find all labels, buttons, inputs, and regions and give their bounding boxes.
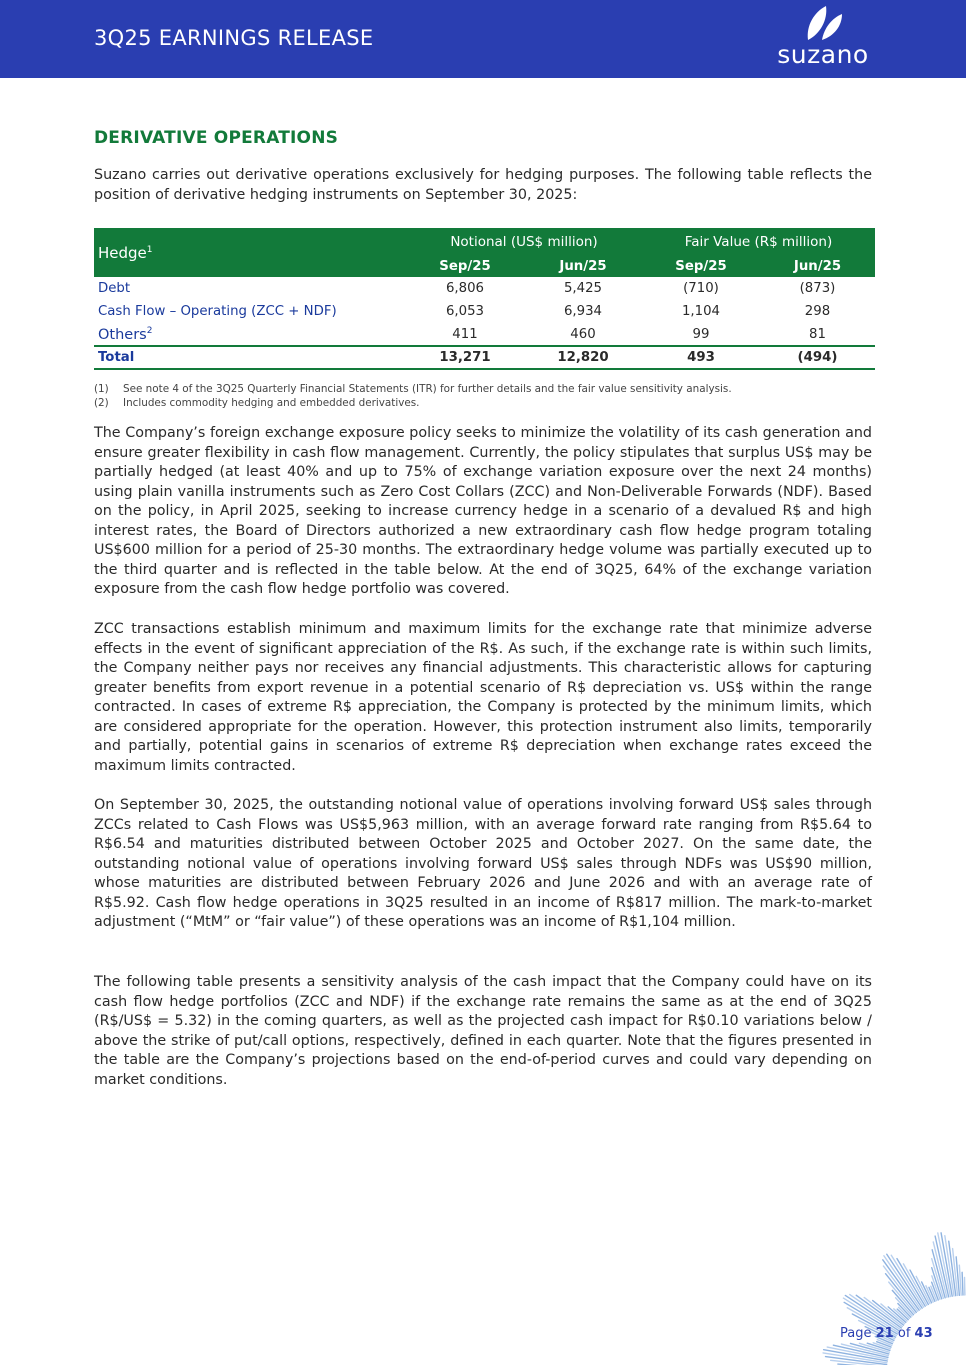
footnote-number: (2) (94, 396, 109, 409)
table-row (94, 277, 875, 300)
total-row (94, 346, 875, 369)
hedge-header: Hedge$^1$ (94, 228, 406, 277)
notional-paragraph: On September 30, 2025, the outstanding notional value of operations involving forward US$ sales through ZCCs related to Cash Flows was US$5,963 million, with an average forward rate ranging from R$5.64 to R$6.54 and maturities distributed between October 2025 and October 2027. On the same date, the outstanding notional value of operations involving forward US$ sales through NDFs was US$90 million, whose maturities are distributed between February 2026 and June 2026 and with an average rate of R$5.92. Cash flow hedge operations in 3Q25 resulted in an income of R$817 million. The mark-to-market adjustment (“MtM” or “fair value”) of these operations was an income of R$1,104 million. (94, 797, 872, 930)
col-notional-sep25: Sep/25 (406, 256, 524, 277)
table-cell: 99 (692, 326, 710, 342)
table-cell: 460 (570, 326, 596, 342)
row-label: Debt (98, 281, 131, 296)
decorative-ray (962, 1272, 963, 1295)
notional-header: Notional (US$ million) (406, 228, 642, 256)
total-cell: 493 (642, 346, 760, 369)
table-cell: 6,053 (445, 304, 485, 319)
col-notional-jun25: Jun/25 (524, 256, 642, 277)
page-header (0, 0, 966, 78)
table-cell: 5,425 (563, 281, 603, 296)
fair-value-header: Fair Value (R$ million) (642, 228, 875, 256)
suzano-logo (770, 4, 880, 70)
total-cell: 12,820 (524, 346, 642, 369)
sensitivity-paragraph: The following table presents a sensitivity analysis of the cash impact that the Company could have on its cash flow hedge portfolios (ZCC and NDF) if the exchange rate remains the same as at the end of 3Q25 (R$/US$ = 5.32) in the coming quarters, as well as the projected cash impact for R$0.10 variations below / above the strike of put/call options, respectively, defined in each quarter. Note that the figures presented in the table are the Company’s projections based on the end-of-period curves and could vary depending on market conditions. (94, 974, 872, 1088)
total-label: Total (94, 346, 406, 369)
total-cell: 13,271 (406, 346, 524, 369)
leaf-icon (770, 4, 880, 44)
table-cell: 411 (452, 326, 478, 342)
row-label: Others$^2$ (98, 325, 153, 343)
table-cell: (710) (683, 281, 719, 296)
table-cell: (873) (799, 281, 836, 296)
table-cell: 6,806 (445, 281, 485, 296)
section-title: DERIVATIVE OPERATIONS (94, 128, 339, 148)
page-number: Page 21 of 43 (840, 1326, 933, 1341)
table-cell: 298 (804, 304, 831, 319)
footnote-text: See note 4 of the 3Q25 Quarterly Financial Statements (ITR) for further details and the fair value sensitivity analysis. (123, 383, 732, 395)
table-cell: 1,104 (681, 304, 721, 319)
header-title: 3Q25 EARNINGS RELEASE (94, 26, 374, 50)
footnote (94, 397, 732, 411)
decorative-radial-lines (770, 1225, 966, 1365)
col-fair-jun25: Jun/25 (760, 256, 875, 277)
table-row (94, 323, 875, 346)
col-fair-sep25: Sep/25 (642, 256, 760, 277)
total-cell: (494) (760, 346, 875, 369)
logo-wordmark: suzano (777, 40, 869, 69)
footnote-number: (1) (94, 383, 109, 395)
table-cell: 81 (809, 326, 826, 342)
table-row (94, 300, 875, 323)
footnote (94, 383, 732, 397)
table-footnotes (94, 383, 732, 410)
footnote-text: Includes commodity hedging and embedded derivatives. (123, 396, 420, 409)
derivatives-table (94, 228, 875, 370)
zcc-paragraph: ZCC transactions establish minimum and maximum limits for the exchange rate that minimize adverse effects in the event of significant appreciation of the R$. As such, if the exchange rate is within such limits, the Company neither pays nor receives any financial adjustments. This characteristic allows for capturing greater benefits from export revenue in a potential scenario of R$ depreciation vs. US$ within the range contracted. In cases of extreme R$ appreciation, the Company is protected by the minimum limits, which are considered appropriate for the operation. However, this protection instrument also limits, temporarily and partially, potential gains in scenarios of extreme R$ depreciation when exchange rates exceed the maximum limits contracted. (94, 621, 872, 774)
table-cell: 6,934 (563, 304, 603, 319)
intro-paragraph: Suzano carries out derivative operations exclusively for hedging purposes. The following table reflects the position of derivative hedging instruments on September 30, 2025: (94, 167, 872, 203)
row-label: Cash Flow – Operating (ZCC + NDF) (98, 304, 337, 319)
fx-policy-paragraph: The Company’s foreign exchange exposure policy seeks to minimize the volatility of its cash generation and ensure greater flexibility in cash flow management. Currently, the policy stipulates that surplus US$ may be partially hedged (at least 40% and up to 75% of exchange variation exposure over the next 24 months) using plain vanilla instruments such as Zero Cost Collars (ZCC) and Non-Deliverable Forwards (NDF). Based on the policy, in April 2025, seeking to increase currency hedge in a scenario of a devalued R$ and high interest rates, the Board of Directors authorized a new extraordinary cash flow hedge program totaling US$600 million for a period of 25-30 months. The extraordinary hedge volume was partially executed up to the third quarter and is reflected in the table below. At the end of 3Q25, 64% of the exchange variation exposure from the cash flow hedge portfolio was covered. (94, 425, 872, 597)
